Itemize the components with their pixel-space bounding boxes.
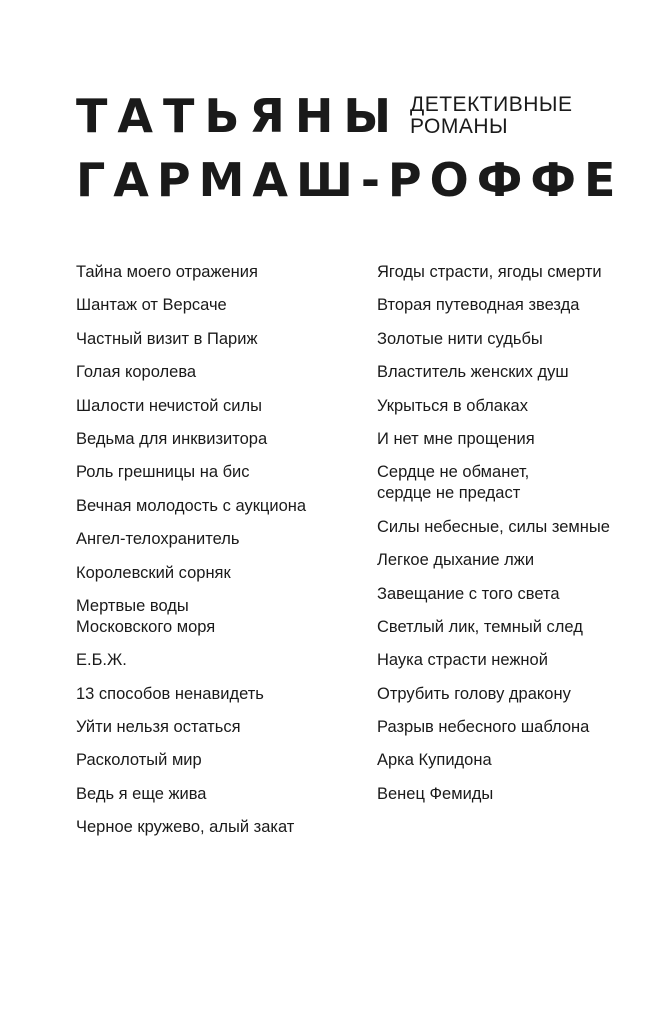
book-title: Тайна моего отражения <box>76 263 258 281</box>
book-title: Голая королева <box>76 363 197 382</box>
book-title: Завещание с того света <box>377 584 560 603</box>
book-title: 13 способов ненавидеть <box>76 684 264 703</box>
book-title: Ягоды страсти, ягоды смерти <box>377 263 602 281</box>
book-title: Вторая путеводная звезда <box>377 296 580 315</box>
book-title: Е.Б.Ж. <box>76 651 127 670</box>
book-title: Уйти нельзя остаться <box>76 718 241 737</box>
series-label-line2: РОМАНЫ <box>410 115 509 138</box>
book-title: Королевский сорняк <box>76 563 231 582</box>
book-title: Разрыв небесного шаблона <box>377 718 590 737</box>
book-title: Арка Купидона <box>377 751 492 770</box>
book-title: Вечная молодость с аукциона <box>76 496 307 515</box>
book-list-left <box>76 262 366 851</box>
book-title: Роль грешницы на бис <box>76 463 250 482</box>
book-title: Сердце не обманет, сердце не предаст <box>377 463 530 503</box>
book-title: Отрубить голову дракону <box>377 684 571 703</box>
book-title: Наука страсти нежной <box>377 651 548 670</box>
book-title: Ангел-телохранитель <box>76 530 240 549</box>
book-title: Шалости нечистой силы <box>76 396 263 415</box>
author-surname: ГАРМАШ-РОФФЕ <box>76 153 624 207</box>
book-title: Укрыться в облаках <box>377 396 528 415</box>
book-title: Властитель женских душ <box>377 363 569 382</box>
book-title: Ведьма для инквизитора <box>76 429 268 448</box>
book-title: И нет мне прощения <box>377 429 535 448</box>
book-title: Расколотый мир <box>76 751 202 770</box>
book-title: Силы небесные, силы земные <box>377 517 610 536</box>
book-title: Венец Фемиды <box>377 784 494 803</box>
book-list-right <box>377 262 647 817</box>
series-label-line1: ДЕТЕКТИВНЫЕ <box>410 93 573 116</box>
series-label <box>410 94 573 138</box>
book-title: Ведь я еще жива <box>76 784 207 803</box>
book-title: Золотые нити судьбы <box>377 329 543 348</box>
book-title: Частный визит в Париж <box>76 329 258 348</box>
author-first-name: ТАТЬЯНЫ <box>76 89 401 143</box>
book-title: Легкое дыхание лжи <box>377 551 535 570</box>
book-title: Светлый лик, темный след <box>377 617 583 636</box>
book-title: Черное кружево, алый закат <box>76 818 295 837</box>
book-title: Мертвые воды Московского моря <box>76 596 216 636</box>
book-title: Шантаж от Версаче <box>76 296 227 315</box>
